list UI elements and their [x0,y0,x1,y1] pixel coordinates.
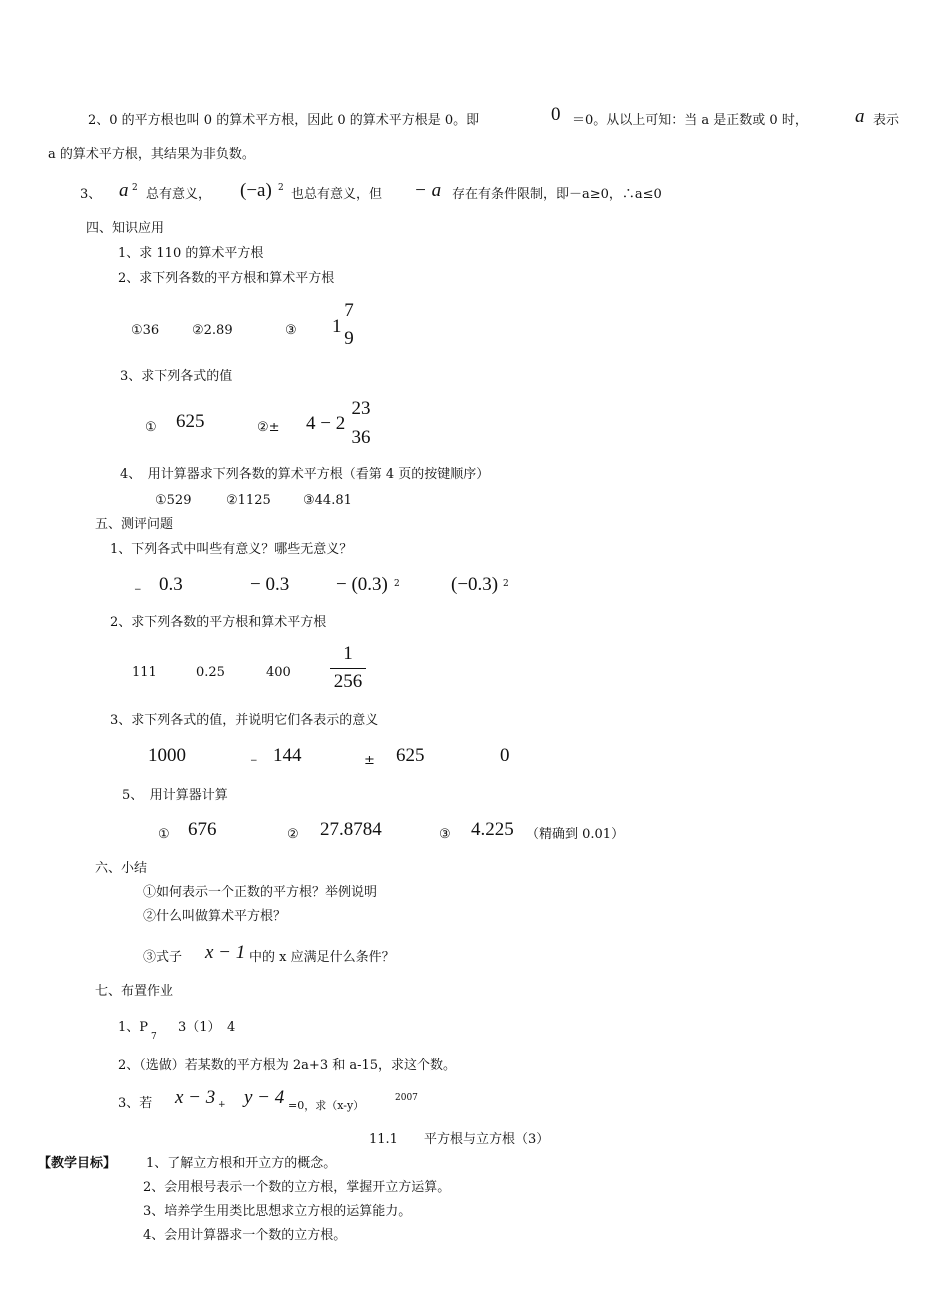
lesson-heading: 11.1 平方根与立方根（3） [369,1132,550,1147]
sec5-q1-e1-sign: − [134,585,142,595]
mixed-fraction-whole: 1 [332,316,342,337]
sec4-q3-frac-num: 23 [351,398,371,419]
sec4-title: 四、知识应用 [86,221,165,236]
intro-line-1c: 表示 [873,113,900,128]
sec7-h2: 2、（选做）若某数的平方根为 2a+3 和 a-15，求这个数。 [118,1058,457,1073]
sec4-q3-value-1: 625 [176,411,205,432]
sec5-q1-expr-3-exp: 2 [394,579,400,589]
expr-a: a [855,106,865,127]
sec7-h3a: 3、若 [118,1096,153,1111]
sec6-title: 六、小结 [95,861,148,876]
sec4-q4: 4、 用计算器求下列各数的算术平方根（看第 4 页的按键顺序） [120,467,490,482]
sec5-q2-frac-den: 256 [333,671,363,692]
sec6-item-1: ①如何表示一个正数的平方根？举例说明 [143,885,378,900]
expr-zero: 0 [551,104,561,125]
sec6-expr: x − 1 [205,942,246,963]
sec4-q3-circle-1: ① [145,420,157,435]
sec4-q4-item-3: ③44.81 [303,493,352,508]
sec5-q3-sign-3: ± [364,753,375,768]
goals-label: 【教学目标】 [38,1156,117,1171]
sec5-q1: 1、下列各式中叫些有意义？哪些无意义？ [110,542,353,557]
sec7-h3-plus: + [218,1100,226,1110]
sec4-q3-frac-den: 36 [351,427,371,448]
sec5-q5-value-2: 27.8784 [320,819,382,840]
expr-neg-a: − a [414,180,442,201]
expr-neg-a-squared-exp: 2 [278,183,284,193]
sec5-q1-expr-2: − 0.3 [250,574,290,595]
mixed-fraction-num: 7 [344,300,354,321]
sec4-q3: 3、求下列各式的值 [120,369,233,384]
fraction-bar [330,668,366,669]
sec5-q2-frac-num: 1 [343,643,353,664]
expr-a-squared: a [119,180,129,201]
sec5-q5: 5、 用计算器计算 [122,788,228,803]
sec4-q1: 1、求 110 的算术平方根 [118,246,264,261]
sec5-q2-item-1: 111 [132,665,157,680]
sec4-q3-circle-2: ②± [257,420,280,435]
sec6-item-2: ②什么叫做算术平方根？ [143,909,287,924]
sec7-h3b: =0，求（x-y） [288,1099,365,1112]
sec5-q1-expr-4-exp: 2 [503,579,509,589]
intro-line-1a: 2、0 的平方根也叫 0 的算术平方根，因此 0 的算术平方根是 0。即 [88,113,480,128]
sec4-q4-item-1: ①529 [155,493,192,508]
sec5-q1-expr-3: − (0.3) [336,574,388,595]
sec4-q2-item-2: ②2.89 [192,323,233,338]
sec7-h3-expr-2: y − 4 [244,1087,285,1108]
expr-neg-a-squared: (−a) [240,180,272,201]
intro-line-3-t2: 也总有意义，但 [291,187,383,202]
sec5-q5-note: （精确到 0.01） [526,827,625,842]
sec4-q2-item-1: ①36 [131,323,160,338]
sec5-q3-sign-2: − [250,756,258,766]
sec6-item-3a: ③式子 [143,950,183,965]
sec5-q1-expr-1: 0.3 [159,574,183,595]
intro-line-3-num: 3、 [80,187,102,202]
sec5-q5-circle-1: ① [158,827,170,842]
sec5-q2: 2、求下列各数的平方根和算术平方根 [110,615,327,630]
sec7-title: 七、布置作业 [95,984,174,999]
sec4-q2: 2、求下列各数的平方根和算术平方根 [118,271,335,286]
sec5-q5-circle-2: ② [287,827,299,842]
sec5-q3: 3、求下列各式的值，并说明它们各表示的意义 [110,713,379,728]
sec7-h1b: 3（1） 4 [178,1020,236,1035]
sec5-q5-value-3: 4.225 [471,819,514,840]
intro-line-2: a 的算术平方根，其结果为非负数。 [48,147,255,162]
sec5-q2-item-3: 400 [266,665,291,680]
goal-4: 4、会用计算器求一个数的立方根。 [143,1228,347,1243]
intro-line-3-t3: 存在有条件限制，即－a≥0，∴a≤0 [452,187,662,202]
intro-line-1b: ＝0。从以上可知：当 a 是正数或 0 时， [572,113,808,128]
sec7-h1-sub: 7 [151,1032,157,1042]
goal-2: 2、会用根号表示一个数的立方根，掌握开立方运算。 [143,1180,451,1195]
sec5-q5-value-1: 676 [188,819,217,840]
goal-3: 3、培养学生用类比思想求立方根的运算能力。 [143,1204,412,1219]
sec5-q5-circle-3: ③ [439,827,451,842]
sec7-h3-expr-1: x − 3 [175,1087,216,1108]
sec7-h1a: 1、P [118,1020,149,1035]
mixed-fraction-den: 9 [344,328,354,349]
sec6-item-3b: 中的 x 应满足什么条件？ [249,950,395,965]
sec5-q1-expr-4: (−0.3) [451,574,499,595]
sec7-h3-exp: 2007 [395,1093,418,1103]
expr-a-squared-exp: 2 [132,183,138,193]
sec4-q4-item-2: ②1125 [226,493,271,508]
intro-line-3-t1: 总有意义， [146,187,212,202]
sec5-q3-value-4: 0 [500,745,510,766]
sec5-q3-value-1: 1000 [148,745,186,766]
sec4-q3-value-2: 4 − 2 [306,413,346,434]
sec5-q3-value-2: 144 [273,745,302,766]
sec5-title: 五、测评问题 [95,517,174,532]
sec5-q3-value-3: 625 [396,745,425,766]
sec5-q2-item-2: 0.25 [196,665,225,680]
goal-1: 1、了解立方根和开立方的概念。 [146,1156,337,1171]
sec4-q2-item-3: ③ [285,323,297,338]
